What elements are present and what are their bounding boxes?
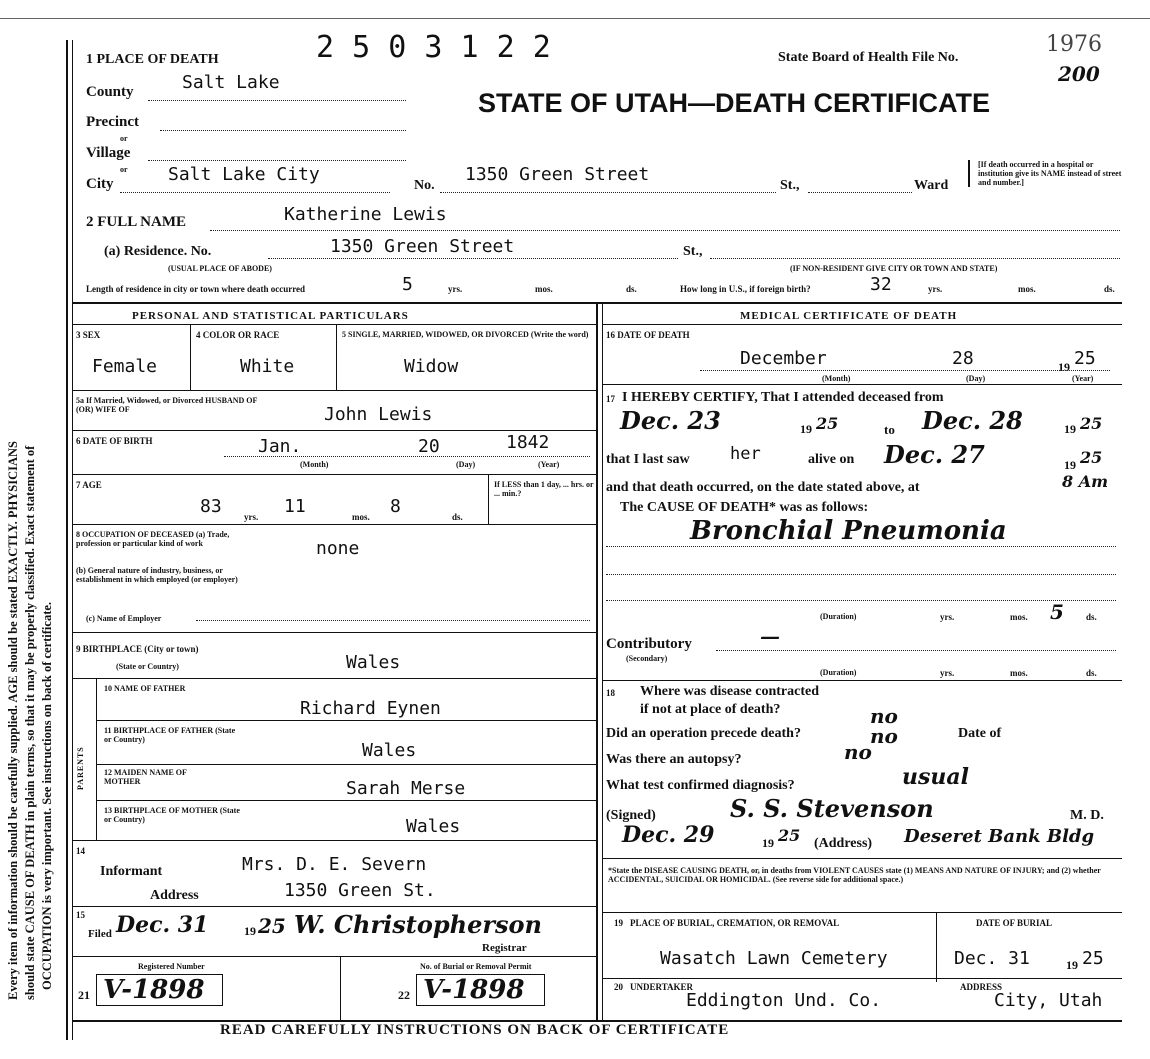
dob-line <box>224 456 590 457</box>
registered-number: V-1898 <box>96 974 223 1006</box>
grid-row-burial <box>602 978 1122 979</box>
name-line <box>210 230 1120 231</box>
grid-row-age <box>72 524 596 525</box>
last-saw-date: Dec. 27 <box>884 440 985 469</box>
informant-address-value: 1350 Green St. <box>284 880 436 901</box>
grid-parents-side <box>96 678 97 840</box>
death-month-caption: (Month) <box>822 374 851 383</box>
grid-personal-heading <box>72 324 596 325</box>
signed-date: Dec. 29 <box>622 822 715 848</box>
informant-number: 14 <box>76 846 85 856</box>
length-mos: mos. <box>535 284 553 294</box>
burial-number: 19 <box>614 918 623 928</box>
place-of-death-label: 1 PLACE OF DEATH <box>86 52 219 67</box>
us-residence-label: How long in U.S., if foreign birth? <box>680 284 811 294</box>
st-line <box>808 192 912 193</box>
or-2: or <box>120 165 128 174</box>
sex-label: 3 SEX <box>76 330 101 340</box>
death-day: 28 <box>952 348 974 369</box>
grid-row-dob <box>72 474 596 475</box>
grid-reg-permit <box>340 956 341 1022</box>
date-of-label: Date of <box>958 726 1002 741</box>
informant-value: Mrs. D. E. Severn <box>242 854 427 875</box>
duration2-yrs: yrs. <box>940 668 955 678</box>
dob-month-caption: (Month) <box>300 460 329 469</box>
date-of-death-label: 16 DATE OF DEATH <box>606 330 690 340</box>
duration2-mos: mos. <box>1010 668 1028 678</box>
county-label: County <box>86 84 134 100</box>
burial-place-label: PLACE OF BURIAL, CREMATION, OR REMOVAL <box>630 918 840 928</box>
undertaker-value: Eddington Und. Co. <box>686 990 882 1011</box>
marital-label: 5 SINGLE, MARRIED, WIDOWED, OR DIVORCED (Write the word) <box>342 330 589 339</box>
death-day-caption: (Day) <box>966 374 986 383</box>
grid-row-cause <box>602 680 1122 681</box>
grid-divider-2 <box>602 302 603 1022</box>
operation-label: Did an operation precede death? <box>606 726 801 741</box>
duration-mos: mos. <box>1010 612 1028 622</box>
burial-prefix: 22 <box>398 988 410 1002</box>
physician-address: Deseret Bank Bldg <box>904 826 1095 847</box>
father-label: 10 NAME OF FATHER <box>104 684 186 693</box>
village-label: Village <box>86 145 131 161</box>
sex-value: Female <box>92 356 158 377</box>
filed-label: Filed <box>88 928 112 940</box>
instructions-sidebar <box>0 0 60 1059</box>
husband-label: 5a If Married, Widowed, or Divorced HUSBAND OF (OR) WIFE OF <box>76 396 258 414</box>
cause-label: The CAUSE OF DEATH* was as follows: <box>620 500 869 515</box>
residence-st-line <box>710 258 1120 259</box>
grid-row-date-of-death <box>602 384 1122 385</box>
attend-from-year: 25 <box>816 414 839 433</box>
residence-value: 1350 Green Street <box>330 236 515 257</box>
file-number: 1976 <box>1046 32 1102 57</box>
personal-heading: PERSONAL AND STATISTICAL PARTICULARS <box>132 310 409 322</box>
grid-row-birthplace <box>72 678 596 679</box>
burial-permit-number: V-1898 <box>416 974 545 1006</box>
mother-label: 12 MAIDEN NAME OF MOTHER <box>104 768 187 786</box>
undertaker-address-label: ADDRESS <box>960 982 1003 992</box>
birthplace-label: 9 BIRTHPLACE (City or town) <box>76 644 199 654</box>
occupation-value: none <box>316 538 360 559</box>
signed-label: (Signed) <box>606 808 656 823</box>
cause-of-death: Bronchial Pneumonia <box>690 516 1007 546</box>
color-label: 4 COLOR OR RACE <box>196 330 280 340</box>
grid-row-footnote <box>602 912 1122 913</box>
medical-heading: MEDICAL CERTIFICATE OF DEATH <box>740 310 958 322</box>
occupation-label: 8 OCCUPATION OF DECEASED (a) Trade, profession or particular kind of work <box>76 530 230 548</box>
grid-divider-1 <box>596 302 598 1022</box>
cause-line-2 <box>606 574 1116 575</box>
duration-label: (Duration) <box>820 612 857 621</box>
age-days: 8 <box>390 496 401 517</box>
death-month: December <box>740 348 827 369</box>
street-value: 1350 Green Street <box>465 164 650 185</box>
cause-line-3 <box>606 600 1116 601</box>
age-years: 83 <box>200 496 222 517</box>
registrar-signature: W. Christopherson <box>294 910 542 939</box>
city-label: City <box>86 176 114 192</box>
father-birthplace-label: 11 BIRTHPLACE OF FATHER (State or Country) <box>104 726 236 744</box>
physician-address-label: (Address) <box>814 836 873 851</box>
nonresident-caption: (IF NON-RESIDENT GIVE CITY OR TOWN AND STATE) <box>790 264 998 273</box>
grid-row-informant <box>72 906 596 907</box>
disease-number: 18 <box>606 688 615 698</box>
burial-year: 25 <box>1082 948 1104 969</box>
hospital-note: [If death occurred in a hospital or institution give its NAME instead of street and number.] <box>968 160 1128 187</box>
attend-to: Dec. 28 <box>922 406 1023 435</box>
burial-date-label: DATE OF BURIAL <box>976 918 1053 928</box>
age-yrs: yrs. <box>244 512 259 522</box>
city-value: Salt Lake City <box>168 164 320 185</box>
less-than-label: If LESS than 1 day, ... hrs. or ... min.? <box>494 480 594 498</box>
grid-row-fbirth <box>96 764 596 765</box>
sidebar-line-2: should state CAUSE OF DEATH in plain terms, so that it may be properly classified. Exact statement of <box>23 445 37 1000</box>
us-ds: ds. <box>1104 284 1115 294</box>
burial-date-value: Dec. 31 <box>954 948 1030 969</box>
burial-permit-label: No. of Burial or Removal Permit <box>420 962 532 971</box>
autopsy-value: no <box>844 740 872 764</box>
grid-row-occupation <box>72 632 596 633</box>
cause-footnote: *State the DISEASE CAUSING DEATH, or, in deaths from VIOLENT CAUSES state (1) MEANS AND NATURE OF INJURY; and (2) whether ACCIDENTAL, SUICIDAL OR HOMICIDAL. (See reverse side for additional space.) <box>608 866 1101 884</box>
dob-day-caption: (Day) <box>456 460 476 469</box>
county-line <box>148 100 406 101</box>
grid-row-father <box>96 720 596 721</box>
last-saw-pronoun: her <box>730 444 761 464</box>
attend-to-label: to <box>884 422 895 437</box>
filed-date: Dec. 31 <box>116 912 209 938</box>
diagnosis-value: usual <box>902 764 969 790</box>
street-line <box>440 192 776 193</box>
county-value: Salt Lake <box>182 72 280 93</box>
st-label: St., <box>780 178 800 193</box>
occurred-time: 8 Am <box>1062 472 1109 491</box>
last-saw-year-prefix: 19 <box>1064 458 1076 472</box>
attend-from-year-prefix: 19 <box>800 422 812 436</box>
ward-label: Ward <box>914 178 949 193</box>
undertaker-label: UNDERTAKER <box>630 982 694 992</box>
village-line <box>148 160 406 161</box>
disease-label: Where was disease contracted <box>640 684 819 699</box>
occurred-label: and that death occurred, on the date stated above, at <box>606 480 920 495</box>
residence-line <box>268 258 678 259</box>
contributory-line <box>716 650 1116 651</box>
employer-line <box>196 620 590 621</box>
reg-prefix: 21 <box>78 988 90 1002</box>
attend-to-year-prefix: 19 <box>1064 422 1076 436</box>
informant-address-label: Address <box>150 888 199 903</box>
marital-value: Widow <box>404 356 459 377</box>
file-number-2: 200 <box>1058 62 1100 86</box>
filed-year-prefix: 19 <box>244 924 256 938</box>
contributory-label: Contributory <box>606 636 692 652</box>
dob-label: 6 DATE OF BIRTH <box>76 436 153 446</box>
last-saw-label: that I last saw <box>606 452 690 467</box>
employer-label: (c) Name of Employer <box>86 614 162 623</box>
burial-year-prefix: 19 <box>1066 958 1078 972</box>
death-year-caption: (Year) <box>1072 374 1094 383</box>
father-value: Richard Eynen <box>300 698 441 719</box>
grid-row-husband <box>72 430 596 431</box>
certify-number: 17 <box>606 394 615 404</box>
md-label: M. D. <box>1070 808 1104 823</box>
duration-days-value: 5 <box>1050 600 1064 624</box>
cause-line-1 <box>606 546 1116 547</box>
grid-row-mother <box>96 800 596 801</box>
death-year: 25 <box>1074 348 1096 369</box>
age-ds: ds. <box>452 512 463 522</box>
death-date-line <box>700 370 1110 371</box>
dob-day: 20 <box>418 436 440 457</box>
grid-color-marital <box>336 324 337 390</box>
mother-birthplace-label: 13 BIRTHPLACE OF MOTHER (State or Country) <box>104 806 240 824</box>
signed-year-prefix: 19 <box>762 836 774 850</box>
or-1: or <box>120 134 128 143</box>
file-no-label: State Board of Health File No. <box>778 50 959 65</box>
grid-row-signed <box>602 858 1122 859</box>
physician-signature: S. S. Stevenson <box>730 794 934 823</box>
undertaker-number: 20 <box>614 982 623 992</box>
informant-label: Informant <box>100 864 163 879</box>
filed-number: 15 <box>76 910 85 920</box>
undertaker-city: City, Utah <box>994 990 1103 1011</box>
registrar-label: Registrar <box>482 942 527 954</box>
age-label: 7 AGE <box>76 480 102 490</box>
dob-year: 1842 <box>506 432 550 453</box>
diagnosis-label: What test confirmed diagnosis? <box>606 778 795 793</box>
last-saw-year: 25 <box>1080 448 1103 467</box>
precinct-line <box>160 130 406 131</box>
grid-sex-color <box>190 324 191 390</box>
grid-age-lessthan <box>488 474 489 524</box>
footer-instructions: READ CAREFULLY INSTRUCTIONS ON BACK OF CERTIFICATE <box>220 1022 730 1038</box>
signed-year: 25 <box>778 826 801 845</box>
duration-ds: ds. <box>1086 612 1097 622</box>
residence-label: (a) Residence. No. <box>104 244 212 259</box>
duration2-ds: ds. <box>1086 668 1097 678</box>
registered-number-label: Registered Number <box>138 962 205 971</box>
frame-left-inner <box>72 40 73 1040</box>
secondary-caption: (Secondary) <box>626 654 668 663</box>
city-line <box>120 192 390 193</box>
filed-year: 25 <box>258 914 286 938</box>
residence-st-label: St., <box>683 244 703 259</box>
certificate-title: STATE OF UTAH—DEATH CERTIFICATE <box>478 88 990 118</box>
dob-year-caption: (Year) <box>538 460 560 469</box>
frame-left <box>66 40 68 1040</box>
attend-to-year: 25 <box>1080 414 1103 433</box>
dob-month: Jan. <box>258 436 302 457</box>
color-value: White <box>240 356 295 377</box>
duration2-label: (Duration) <box>820 668 857 677</box>
full-name-value: Katherine Lewis <box>284 204 447 225</box>
frame-top <box>0 18 1150 19</box>
length-residence-value: 5 <box>402 274 413 295</box>
alive-on-label: alive on <box>808 452 855 467</box>
certify-text: I HEREBY CERTIFY, That I attended deceased from <box>622 390 944 405</box>
age-months: 11 <box>284 496 306 517</box>
us-residence-value: 32 <box>870 274 892 295</box>
parents-label: PARENTS <box>76 746 85 790</box>
occupation-label-b: (b) General nature of industry, business, or establishment in which employed (or employer) <box>76 566 238 584</box>
sidebar-line-3: OCCUPATION is very important. See instructions on back of certificate. <box>40 601 54 990</box>
grid-row-marital <box>72 390 596 391</box>
age-mos: mos. <box>352 512 370 522</box>
disease-value: no <box>870 704 898 728</box>
mother-value: Sarah Merse <box>346 778 466 799</box>
precinct-label: Precinct <box>86 114 140 130</box>
burial-place-value: Wasatch Lawn Cemetery <box>660 948 888 969</box>
husband-value: John Lewis <box>324 404 433 425</box>
duration-yrs: yrs. <box>940 612 955 622</box>
usual-abode-caption: (USUAL PLACE OF ABODE) <box>168 264 272 273</box>
full-name-label: 2 FULL NAME <box>86 214 187 230</box>
autopsy-label: Was there an autopsy? <box>606 752 742 767</box>
length-residence-label: Length of residence in city or town where death occurred <box>86 284 306 294</box>
death-year-prefix: 19 <box>1058 360 1070 374</box>
birthplace-value: Wales <box>346 652 401 673</box>
birthplace-state-caption: (State or Country) <box>116 662 179 671</box>
attend-from: Dec. 23 <box>620 406 721 435</box>
disease-label-2: if not at place of death? <box>640 702 781 717</box>
grid-row-filed <box>72 956 596 957</box>
length-yrs: yrs. <box>448 284 463 294</box>
father-birthplace-value: Wales <box>362 740 417 761</box>
certificate-number: 2 5 0 3 1 2 2 <box>316 30 551 65</box>
sidebar-line-1: Every item of information should be carefully supplied. AGE should be stated EXACTLY. PHYSICIANS <box>6 441 20 1000</box>
contributory-value: — <box>760 624 780 648</box>
grid-row-mbirth <box>72 840 596 841</box>
length-ds: ds. <box>626 284 637 294</box>
mother-birthplace-value: Wales <box>406 816 461 837</box>
street-no-label: No. <box>414 178 435 193</box>
us-mos: mos. <box>1018 284 1036 294</box>
grid-burial-date <box>936 912 937 982</box>
us-yrs: yrs. <box>928 284 943 294</box>
grid-medical-heading <box>602 324 1122 325</box>
operation-value: no <box>870 724 898 748</box>
